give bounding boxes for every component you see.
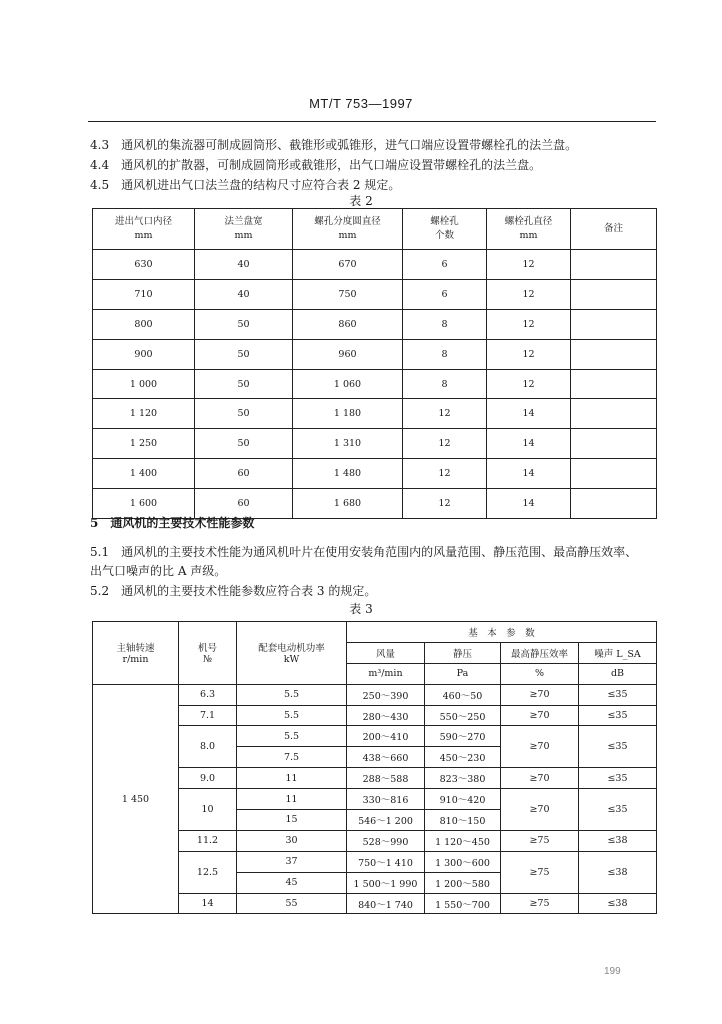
table-cell: 1 550～700 (425, 893, 501, 914)
table-3-header-row (93, 622, 657, 643)
table-cell: ≥70 (501, 789, 579, 831)
t3-unit-pressure: Pa (425, 663, 501, 684)
table-cell: ≤35 (579, 768, 657, 789)
table-cell: ≥75 (501, 830, 579, 851)
table-cell: 14 (487, 489, 571, 519)
table-cell: 438～660 (347, 747, 425, 768)
table-cell (571, 369, 657, 399)
table-cell: 14 (487, 459, 571, 489)
table-cell: 5.5 (237, 705, 347, 726)
table-row (93, 309, 657, 339)
t3-header-machine-no (179, 622, 237, 685)
table-cell: 12.5 (179, 851, 237, 893)
table-cell (571, 339, 657, 369)
table-cell: ≤35 (579, 705, 657, 726)
clause-4-5: 4.5 通风机进出气口法兰盘的结构尺寸应符合表 2 规定。 (90, 178, 401, 192)
header-text: 备注 (603, 223, 623, 234)
table-cell: 810～150 (425, 810, 501, 831)
table-row (93, 684, 657, 705)
table-cell: 910～420 (425, 789, 501, 810)
table-cell: 288～588 (347, 768, 425, 789)
table-cell: 1 250 (93, 429, 195, 459)
table-cell: 6.3 (179, 684, 237, 705)
table-cell: 7.1 (179, 705, 237, 726)
table-row (93, 399, 657, 429)
table-row (93, 369, 657, 399)
table-3-caption: 表 3 (349, 602, 373, 616)
table-cell (571, 459, 657, 489)
table-cell: 10 (179, 789, 237, 831)
table-row (93, 250, 657, 280)
table-cell: ≤35 (579, 684, 657, 705)
table-cell: 8 (403, 309, 487, 339)
table-cell: 12 (487, 339, 571, 369)
table-cell: 45 (237, 872, 347, 893)
table-row (93, 429, 657, 459)
table-cell: 1 180 (293, 399, 403, 429)
table-cell: 50 (195, 339, 293, 369)
header-text: mm (234, 230, 253, 241)
table-cell: ≥70 (501, 726, 579, 768)
table-cell: 1 200～580 (425, 872, 501, 893)
table-cell: 330～816 (347, 789, 425, 810)
table-cell: ≤38 (579, 851, 657, 893)
t2-header-inner-diameter (93, 209, 195, 250)
clause-5-2: 5.2 通风机的主要技术性能参数应符合表 3 的规定。 (90, 584, 377, 598)
header-text: r/min (122, 654, 149, 666)
table-cell: 528～990 (347, 830, 425, 851)
table-cell: 60 (195, 459, 293, 489)
t2-header-bolt-circle (293, 209, 403, 250)
table-cell: 12 (403, 459, 487, 489)
table-cell: 50 (195, 429, 293, 459)
table-cell: 8 (403, 339, 487, 369)
page-number: 199 (604, 966, 621, 977)
table-cell (571, 489, 657, 519)
table-3 (92, 621, 657, 914)
table-cell: 750～1 410 (347, 851, 425, 872)
table-cell: 630 (93, 250, 195, 280)
table-cell: 12 (487, 250, 571, 280)
table-cell: 6 (403, 250, 487, 280)
t3-unit-efficiency: % (501, 663, 579, 684)
table-cell: 750 (293, 279, 403, 309)
table-cell: 14 (487, 399, 571, 429)
table-cell: 7.5 (237, 747, 347, 768)
table-cell: 823～380 (425, 768, 501, 789)
table-cell: 460～50 (425, 684, 501, 705)
header-text: 主轴转速 (116, 643, 155, 655)
t3-header-motor-power (237, 622, 347, 685)
t3-header-pressure: 静压 (425, 642, 501, 663)
header-text: 进出气口内径 (114, 216, 172, 227)
table-cell: 40 (195, 250, 293, 280)
header-text: mm (338, 230, 357, 241)
table-cell (571, 279, 657, 309)
t3-header-speed (93, 622, 179, 685)
table-cell (571, 309, 657, 339)
clause-4-3: 4.3 通风机的集流器可制成圆筒形、截锥形或弧锥形，进气口端应设置带螺栓孔的法兰盘。 (90, 138, 578, 152)
table-cell: 5.5 (237, 684, 347, 705)
clause-5-1-line-1: 5.1 通风机的主要技术性能为通风机叶片在使用安装角范围内的风量范围、静压范围、最高静压效率、 (90, 545, 638, 559)
table-cell: 1 120～450 (425, 830, 501, 851)
header-text: 机号 (197, 643, 217, 655)
table-2 (92, 208, 657, 519)
table-cell: 14 (487, 429, 571, 459)
table-cell: 250～390 (347, 684, 425, 705)
table-cell: 960 (293, 339, 403, 369)
table-cell: 1 600 (93, 489, 195, 519)
table-cell: 1 680 (293, 489, 403, 519)
table-cell: 30 (237, 830, 347, 851)
table-cell: 1 300～600 (425, 851, 501, 872)
table-2-header-row (93, 209, 657, 250)
table-cell: 12 (403, 429, 487, 459)
table-row (93, 459, 657, 489)
table-cell: 1 500～1 990 (347, 872, 425, 893)
table-cell: 14 (179, 893, 237, 914)
table-cell: 12 (487, 369, 571, 399)
table-cell: 590～270 (425, 726, 501, 747)
table-cell: 800 (93, 309, 195, 339)
table-cell: 280～430 (347, 705, 425, 726)
table-cell: 50 (195, 309, 293, 339)
t2-header-flange-width (195, 209, 293, 250)
t2-header-bolt-hole-diameter (487, 209, 571, 250)
table-2-caption: 表 2 (349, 194, 373, 208)
header-rule (88, 121, 656, 122)
header-text: 螺栓孔 (430, 216, 459, 227)
t2-header-bolt-count (403, 209, 487, 250)
table-cell: ≥70 (501, 705, 579, 726)
table-cell: 11 (237, 789, 347, 810)
clause-5-1-line-2: 出气口噪声的比 A 声级。 (90, 564, 227, 578)
header-text: mm (134, 230, 153, 241)
t2-header-remarks (571, 209, 657, 250)
table-cell: 12 (487, 279, 571, 309)
header-text: 配套电动机功率 (258, 643, 325, 655)
table-cell (571, 399, 657, 429)
table-cell: 12 (487, 309, 571, 339)
table-cell: 40 (195, 279, 293, 309)
table-cell: 9.0 (179, 768, 237, 789)
table-cell: 5.5 (237, 726, 347, 747)
table-cell: ≥70 (501, 768, 579, 789)
table-cell: 12 (403, 399, 487, 429)
table-cell (571, 250, 657, 280)
table-cell: 546～1 200 (347, 810, 425, 831)
table-cell: ≥75 (501, 893, 579, 914)
header-text: 个数 (434, 230, 454, 241)
table-cell: 8.0 (179, 726, 237, 768)
table-cell: 1 480 (293, 459, 403, 489)
table-cell: 1 120 (93, 399, 195, 429)
t3-unit-noise: dB (579, 663, 657, 684)
t3-unit-flow: m³/min (347, 663, 425, 684)
table-cell: 50 (195, 399, 293, 429)
table-cell: 1 310 (293, 429, 403, 459)
t3-header-noise: 噪声 L_SA (579, 642, 657, 663)
header-text: 螺孔分度圆直径 (314, 216, 381, 227)
table-row (93, 279, 657, 309)
page-header: MT/T 753—1997 (309, 96, 413, 111)
table-cell: 12 (403, 489, 487, 519)
header-text: mm (519, 230, 538, 241)
table-row (93, 339, 657, 369)
table-cell: 670 (293, 250, 403, 280)
table-cell: 450～230 (425, 747, 501, 768)
table-cell: 710 (93, 279, 195, 309)
table-cell (571, 429, 657, 459)
table-cell: 6 (403, 279, 487, 309)
table-cell: 200～410 (347, 726, 425, 747)
t3-header-basic-params: 基 本 参 数 (347, 622, 657, 643)
table-cell: ≤38 (579, 893, 657, 914)
table-cell: 37 (237, 851, 347, 872)
header-text: kW (283, 654, 300, 666)
header-text: 螺栓孔直径 (504, 216, 553, 227)
table-cell: 900 (93, 339, 195, 369)
table-cell: 11 (237, 768, 347, 789)
table-cell: 550～250 (425, 705, 501, 726)
table-cell: 8 (403, 369, 487, 399)
table-cell: ≥70 (501, 684, 579, 705)
table-cell: 1 000 (93, 369, 195, 399)
table-cell: 840～1 740 (347, 893, 425, 914)
header-text: 法兰盘宽 (224, 216, 263, 227)
t3-header-efficiency: 最高静压效率 (501, 642, 579, 663)
table-cell: ≤35 (579, 789, 657, 831)
table-cell: ≥75 (501, 851, 579, 893)
t3-header-flow: 风量 (347, 642, 425, 663)
t3-speed-cell: 1 450 (93, 684, 179, 914)
clause-4-4: 4.4 通风机的扩散器，可制成圆筒形或截锥形，出气口端应设置带螺栓孔的法兰盘。 (90, 158, 542, 172)
table-cell: 55 (237, 893, 347, 914)
table-cell: ≤35 (579, 726, 657, 768)
table-cell: 1 400 (93, 459, 195, 489)
table-cell: 1 060 (293, 369, 403, 399)
table-cell: 60 (195, 489, 293, 519)
section-5-heading: 5 通风机的主要技术性能参数 (90, 516, 255, 530)
header-text: № (203, 654, 212, 666)
table-cell: 860 (293, 309, 403, 339)
table-cell: 11.2 (179, 830, 237, 851)
table-cell: 50 (195, 369, 293, 399)
table-cell: ≤38 (579, 830, 657, 851)
table-cell: 15 (237, 810, 347, 831)
